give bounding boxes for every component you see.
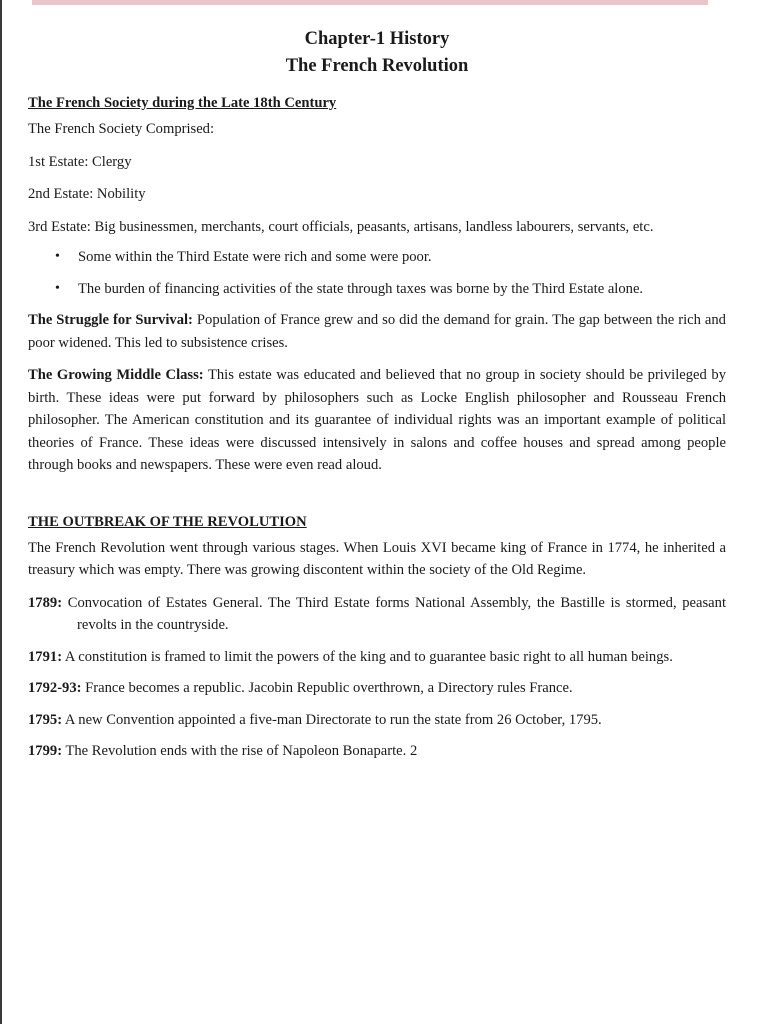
timeline-text: The Revolution ends with the rise of Napoleon Bonaparte. 2 xyxy=(62,743,418,759)
second-estate: 2nd Estate: Nobility xyxy=(28,186,146,202)
list-item xyxy=(28,246,726,269)
timeline-year: 1799: xyxy=(28,743,63,759)
timeline-year: 1792-93: xyxy=(28,680,82,696)
timeline-entry-1795 xyxy=(28,709,726,732)
timeline-year: 1791: xyxy=(28,648,63,665)
timeline-entry-1791 xyxy=(28,646,726,669)
society-intro: The French Society Comprised: xyxy=(28,121,215,137)
timeline-year: 1789: xyxy=(28,594,63,611)
timeline-year: 1795: xyxy=(28,711,63,728)
section-heading-french-society: The French Society during the Late 18th Century xyxy=(28,95,337,111)
document-page xyxy=(28,26,726,772)
page-left-edge xyxy=(0,0,2,1024)
chapter-subtitle: The French Revolution xyxy=(285,56,469,76)
timeline-text: A constitution is framed to limit the powers of the king and to guarantee basic right to all human beings. xyxy=(62,648,673,665)
timeline-text: A new Convention appointed a five-man Directorate to run the state from 26 October, 1795. xyxy=(62,711,602,728)
chapter-title: Chapter-1 History xyxy=(304,29,450,49)
middle-class-lead: The Growing Middle Class: xyxy=(28,367,204,383)
outbreak-intro: The French Revolution went through various stages. When Louis XVI became king of France in 1774, he inherited a treasury which was empty. There was growing discontent within the society of the Old Regime. xyxy=(28,539,726,578)
list-item xyxy=(28,278,726,301)
timeline-entry-1799 xyxy=(28,740,726,763)
struggle-text: Population of France grew and so did the demand for grain. The gap between the rich and poor widened. This led to subsistence crises. xyxy=(28,312,726,351)
middle-class-text: This estate was educated and believed that no group in society should be privileged by birth. These ideas were put forward by philosophers such as Locke English philosopher and Rousseau French philosopher. The American constitution and its guarantee of individual rights was an important example of political theories of France. These ideas were discussed intensively in salons and coffee houses and spread among people through books and newspapers. These were even read aloud. xyxy=(28,367,726,473)
growing-middle-class-paragraph xyxy=(28,364,726,477)
bullet-icon: • xyxy=(55,280,60,296)
timeline-entry-1789 xyxy=(28,592,726,637)
timeline-entry-1792-93 xyxy=(28,677,726,700)
bullet-text: The burden of financing activities of the state through taxes was borne by the Third Estate alone. xyxy=(78,280,644,297)
timeline-text: France becomes a republic. Jacobin Republic overthrown, a Directory rules France. xyxy=(81,680,573,696)
first-estate: 1st Estate: Clergy xyxy=(28,153,132,170)
third-estate-bullet-list xyxy=(28,246,726,300)
bullet-text: Some within the Third Estate were rich and some were poor. xyxy=(78,249,432,265)
section-heading-outbreak: THE OUTBREAK OF THE REVOLUTION xyxy=(28,513,307,530)
timeline-text: Convocation of Estates General. The Third Estate forms National Assembly, the Bastille is stormed, peasant revolts in the countryside. xyxy=(62,594,726,633)
top-decorative-band xyxy=(32,0,708,5)
bullet-icon: • xyxy=(55,249,60,264)
document-title-block xyxy=(28,26,726,80)
struggle-lead: The Struggle for Survival: xyxy=(28,312,193,328)
third-estate: 3rd Estate: Big businessmen, merchants, court officials, peasants, artisans, landless labourers, servants, etc. xyxy=(28,218,654,235)
section-spacer xyxy=(28,487,726,511)
struggle-for-survival-paragraph xyxy=(28,309,726,354)
